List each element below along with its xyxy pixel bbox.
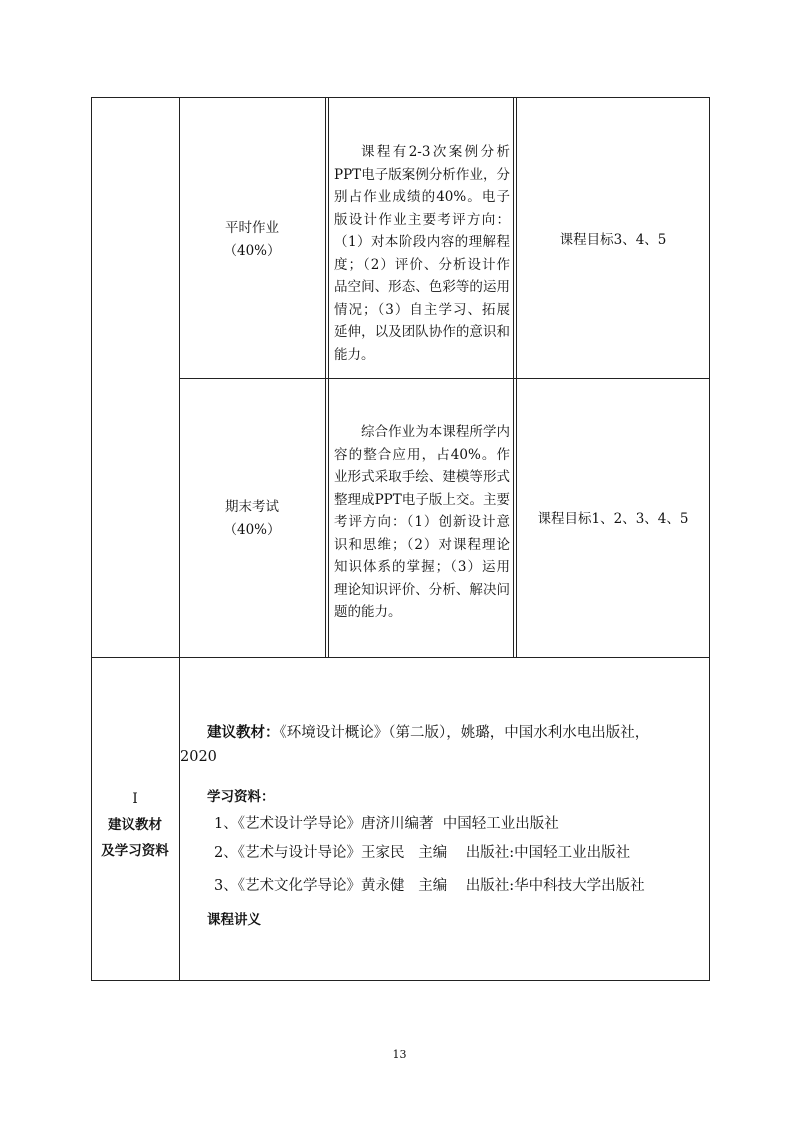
assessment-category [179, 496, 325, 541]
section-heading [91, 786, 179, 864]
category-label: 平时作业 [225, 220, 279, 236]
section-title-line2: 及学习资料 [101, 843, 169, 859]
course-objectives: 课程目标3、4、5 [559, 232, 667, 248]
assessment-category [179, 217, 325, 262]
page-number: 13 [392, 1048, 407, 1061]
row-divider-1 [179, 378, 710, 379]
column-divider-3b [516, 97, 517, 657]
material-item: 3、《艺术文化学导论》黄永健 主编 出版社:华中科技大学出版社 [214, 878, 645, 894]
section-number: I [132, 791, 138, 807]
category-weight: （40%） [223, 521, 281, 538]
lecture-notes: 课程讲义 [207, 912, 261, 928]
category-label: 期末考试 [225, 499, 279, 515]
table-top-border [91, 97, 710, 98]
material-item: 1、《艺术设计学导论》唐济川编著 中国轻工业出版社 [214, 816, 559, 832]
textbook-year: 2020 [180, 749, 217, 765]
textbook-label: 建议教材： [207, 724, 280, 741]
textbook-title: 《环境设计概论》（第二版），姚璐，中国水利水电出版社， [279, 725, 650, 741]
assessment-description: 综合作业为本课程所学内容的整合应用，占40%。作业形式采取手绘、建模等形式整理成PPT电子版上交。主要考评方向：（1）创新设计意识和思维；（2）对课程理论知识体系的掌握；（3）运用理论知识评价、分析、解决问题的能力。 [334, 424, 510, 620]
column-divider-3a [513, 97, 514, 657]
course-objectives: 课程目标1、2、3、4、5 [537, 511, 689, 527]
category-weight: （40%） [223, 242, 281, 259]
row-divider-2 [91, 657, 710, 658]
column-divider-2b [328, 97, 329, 657]
material-item: 2、《艺术与设计导论》王家民 主编 出版社:中国轻工业出版社 [214, 845, 631, 861]
assessment-description: 课程有2-3次案例分析PPT电子版案例分析作业，分别占作业成绩的40%。电子版设计作业主要考评方向：（1）对本阶段内容的理解程度；（2）评价、分析设计作品空间、形态、色彩等的运用情况；（3）自主学习、拓展延伸，以及团队协作的意识和能力。 [334, 144, 510, 363]
table-bottom-border [91, 980, 710, 981]
section-title-line1: 建议教材 [108, 817, 162, 833]
textbook-line [207, 721, 649, 742]
column-divider-2a [325, 97, 326, 657]
materials-label: 学习资料： [207, 789, 275, 805]
table-right-border [709, 97, 710, 981]
